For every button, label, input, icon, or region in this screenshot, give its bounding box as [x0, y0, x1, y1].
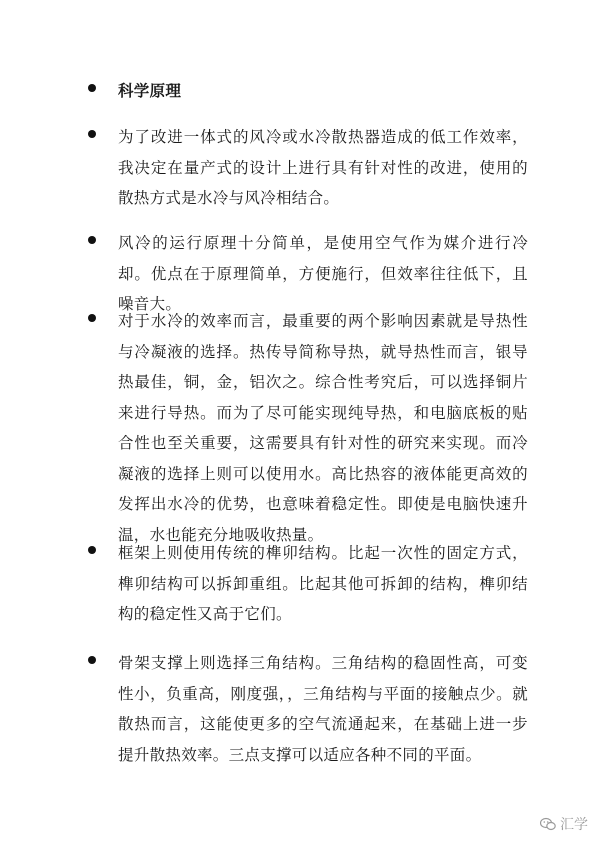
- bullet-icon: [88, 130, 96, 138]
- bullet-icon: [88, 546, 96, 554]
- paragraph-text: 骨架支撑上则选择三角结构。三角结构的稳固性高，可变性小，负重高，刚度强，，三角结构与平面的接触点少。就散热而言，这能使更多的空气流通起来，在基础上进一步提升散热效率。三点支撑可以适应各种不同的平面。: [118, 654, 528, 764]
- paragraph-text: 框架上则使用传统的榫卯结构。比起一次性的固定方式，榫卯结构可以拆卸重组。比起其他可拆卸的结构，榫卯结构的稳定性又高于它们。: [118, 544, 528, 623]
- wechat-icon: [540, 817, 556, 831]
- paragraph-text: 风冷的运行原理十分简单，是使用空气作为媒介进行冷却。优点在于原理简单，方便施行，但效率往往低下，且噪音大。: [118, 234, 528, 313]
- paragraph-1: [88, 122, 528, 214]
- paragraph-text: 为了改进一体式的风冷或水冷散热器造成的低工作效率，我决定在量产式的设计上进行具有针对性的改进，使用的散热方式是水冷与风冷相结合。: [118, 128, 528, 207]
- paragraph-5: [88, 648, 528, 770]
- bullet-icon: [88, 314, 96, 322]
- section-title-text: 科学原理: [118, 81, 182, 100]
- bullet-icon: [88, 236, 96, 244]
- watermark-text: 汇学: [560, 817, 588, 833]
- bullet-icon: [88, 656, 96, 664]
- section-title: [88, 76, 528, 107]
- paragraph-3: [88, 306, 528, 550]
- bullet-icon: [88, 84, 96, 92]
- paragraph-text: 对于水冷的效率而言，最重要的两个影响因素就是导热性与冷凝液的选择。热传导简称导热，就导热性而言，银导热最佳，铜，金，铝次之。综合性考究后，可以选择铜片来进行导热。而为了尽可能实现纯导热，和电脑底板的贴合性也至关重要，这需要具有针对性的研究来实现。而冷凝液的选择上则可以使用水。高比热容的液体能更高效的发挥出水冷的优势，也意味着稳定性。即使是电脑快速升温，水也能充分地吸收热量。: [118, 312, 528, 544]
- watermark: [540, 814, 588, 834]
- paragraph-4: [88, 538, 528, 630]
